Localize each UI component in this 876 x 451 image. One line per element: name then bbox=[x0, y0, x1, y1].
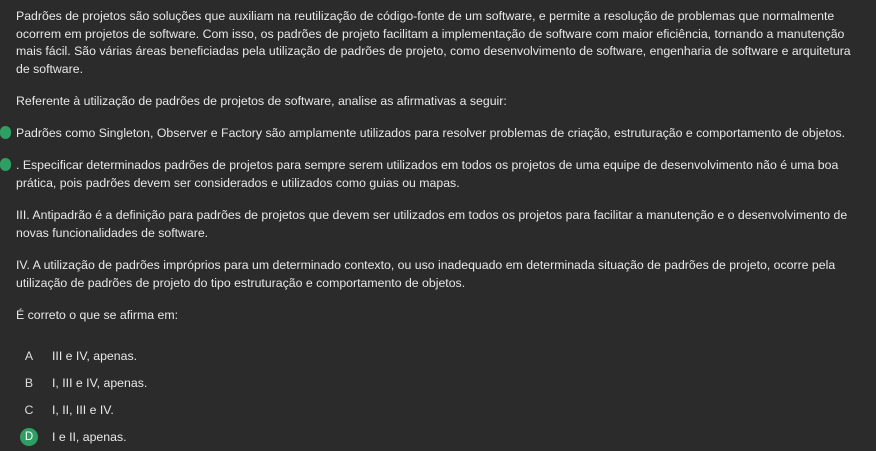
option-a-letter: A bbox=[24, 349, 34, 363]
option-b-text: I, III e IV, apenas. bbox=[52, 376, 148, 390]
option-b[interactable] bbox=[16, 370, 860, 397]
statement-ii-text: . Especificar determinados padrões de projetos para sempre serem utilizados em todos os projetos de uma equipe de desenvolvimento não é uma boa prática, pois padrões devem ser considerados e utilizados como guias ou mapas. bbox=[16, 158, 839, 190]
option-a-text: III e IV, apenas. bbox=[52, 349, 138, 363]
instruction-text: Referente à utilização de padrões de projetos de software, analise as afirmativas a seguir: bbox=[16, 94, 507, 108]
option-d[interactable] bbox=[16, 424, 860, 451]
option-a[interactable] bbox=[16, 343, 860, 370]
statement-ii bbox=[16, 157, 860, 192]
option-d-letter-selected: D bbox=[20, 428, 38, 446]
option-c-text: I, II, III e IV. bbox=[52, 403, 114, 417]
statement-i-text: Padrões como Singleton, Observer e Factory são amplamente utilizados para resolver problemas de criação, estruturação e comportamento de objetos. bbox=[16, 125, 846, 140]
statement-i bbox=[16, 125, 860, 143]
intro-paragraph: Padrões de projetos são soluções que auxiliam na reutilização de código-fonte de um software, e permite a resolução de problemas que normalmente ocorrem em projetos de software. Com isso, os padrões de projeto facilitam a implementação de software com maior eficiência, tornando a manutenção mais fácil. São várias áreas beneficiadas pela utilização de padrões de projeto, como desenvolvimento de software, engenharia de software e arquitetura de software. bbox=[16, 9, 851, 76]
closing-text: É correto o que se afirma em: bbox=[16, 308, 178, 322]
option-c[interactable] bbox=[16, 397, 860, 424]
statement-iv-text: IV. A utilização de padrões impróprios para um determinado contexto, ou uso inadequado em determinada situação de padrões de projeto, ocorre pela utilização de padrões de projeto do tipo estruturação e comportamento de objetos. bbox=[16, 258, 836, 290]
statement-marker-icon bbox=[0, 126, 11, 139]
option-d-text: I e II, apenas. bbox=[52, 430, 127, 444]
option-c-letter: C bbox=[24, 403, 34, 417]
option-b-letter: B bbox=[24, 376, 34, 390]
statement-marker-icon bbox=[0, 158, 11, 171]
statement-iii-text: III. Antipadrão é a definição para padrões de projetos que devem ser utilizados em todos os projetos para facilitar a manutenção e o desenvolvimento de novas funcionalidades de software. bbox=[16, 208, 848, 240]
statement-iii bbox=[16, 207, 860, 242]
options-list bbox=[16, 343, 860, 451]
statement-iv bbox=[16, 257, 860, 292]
